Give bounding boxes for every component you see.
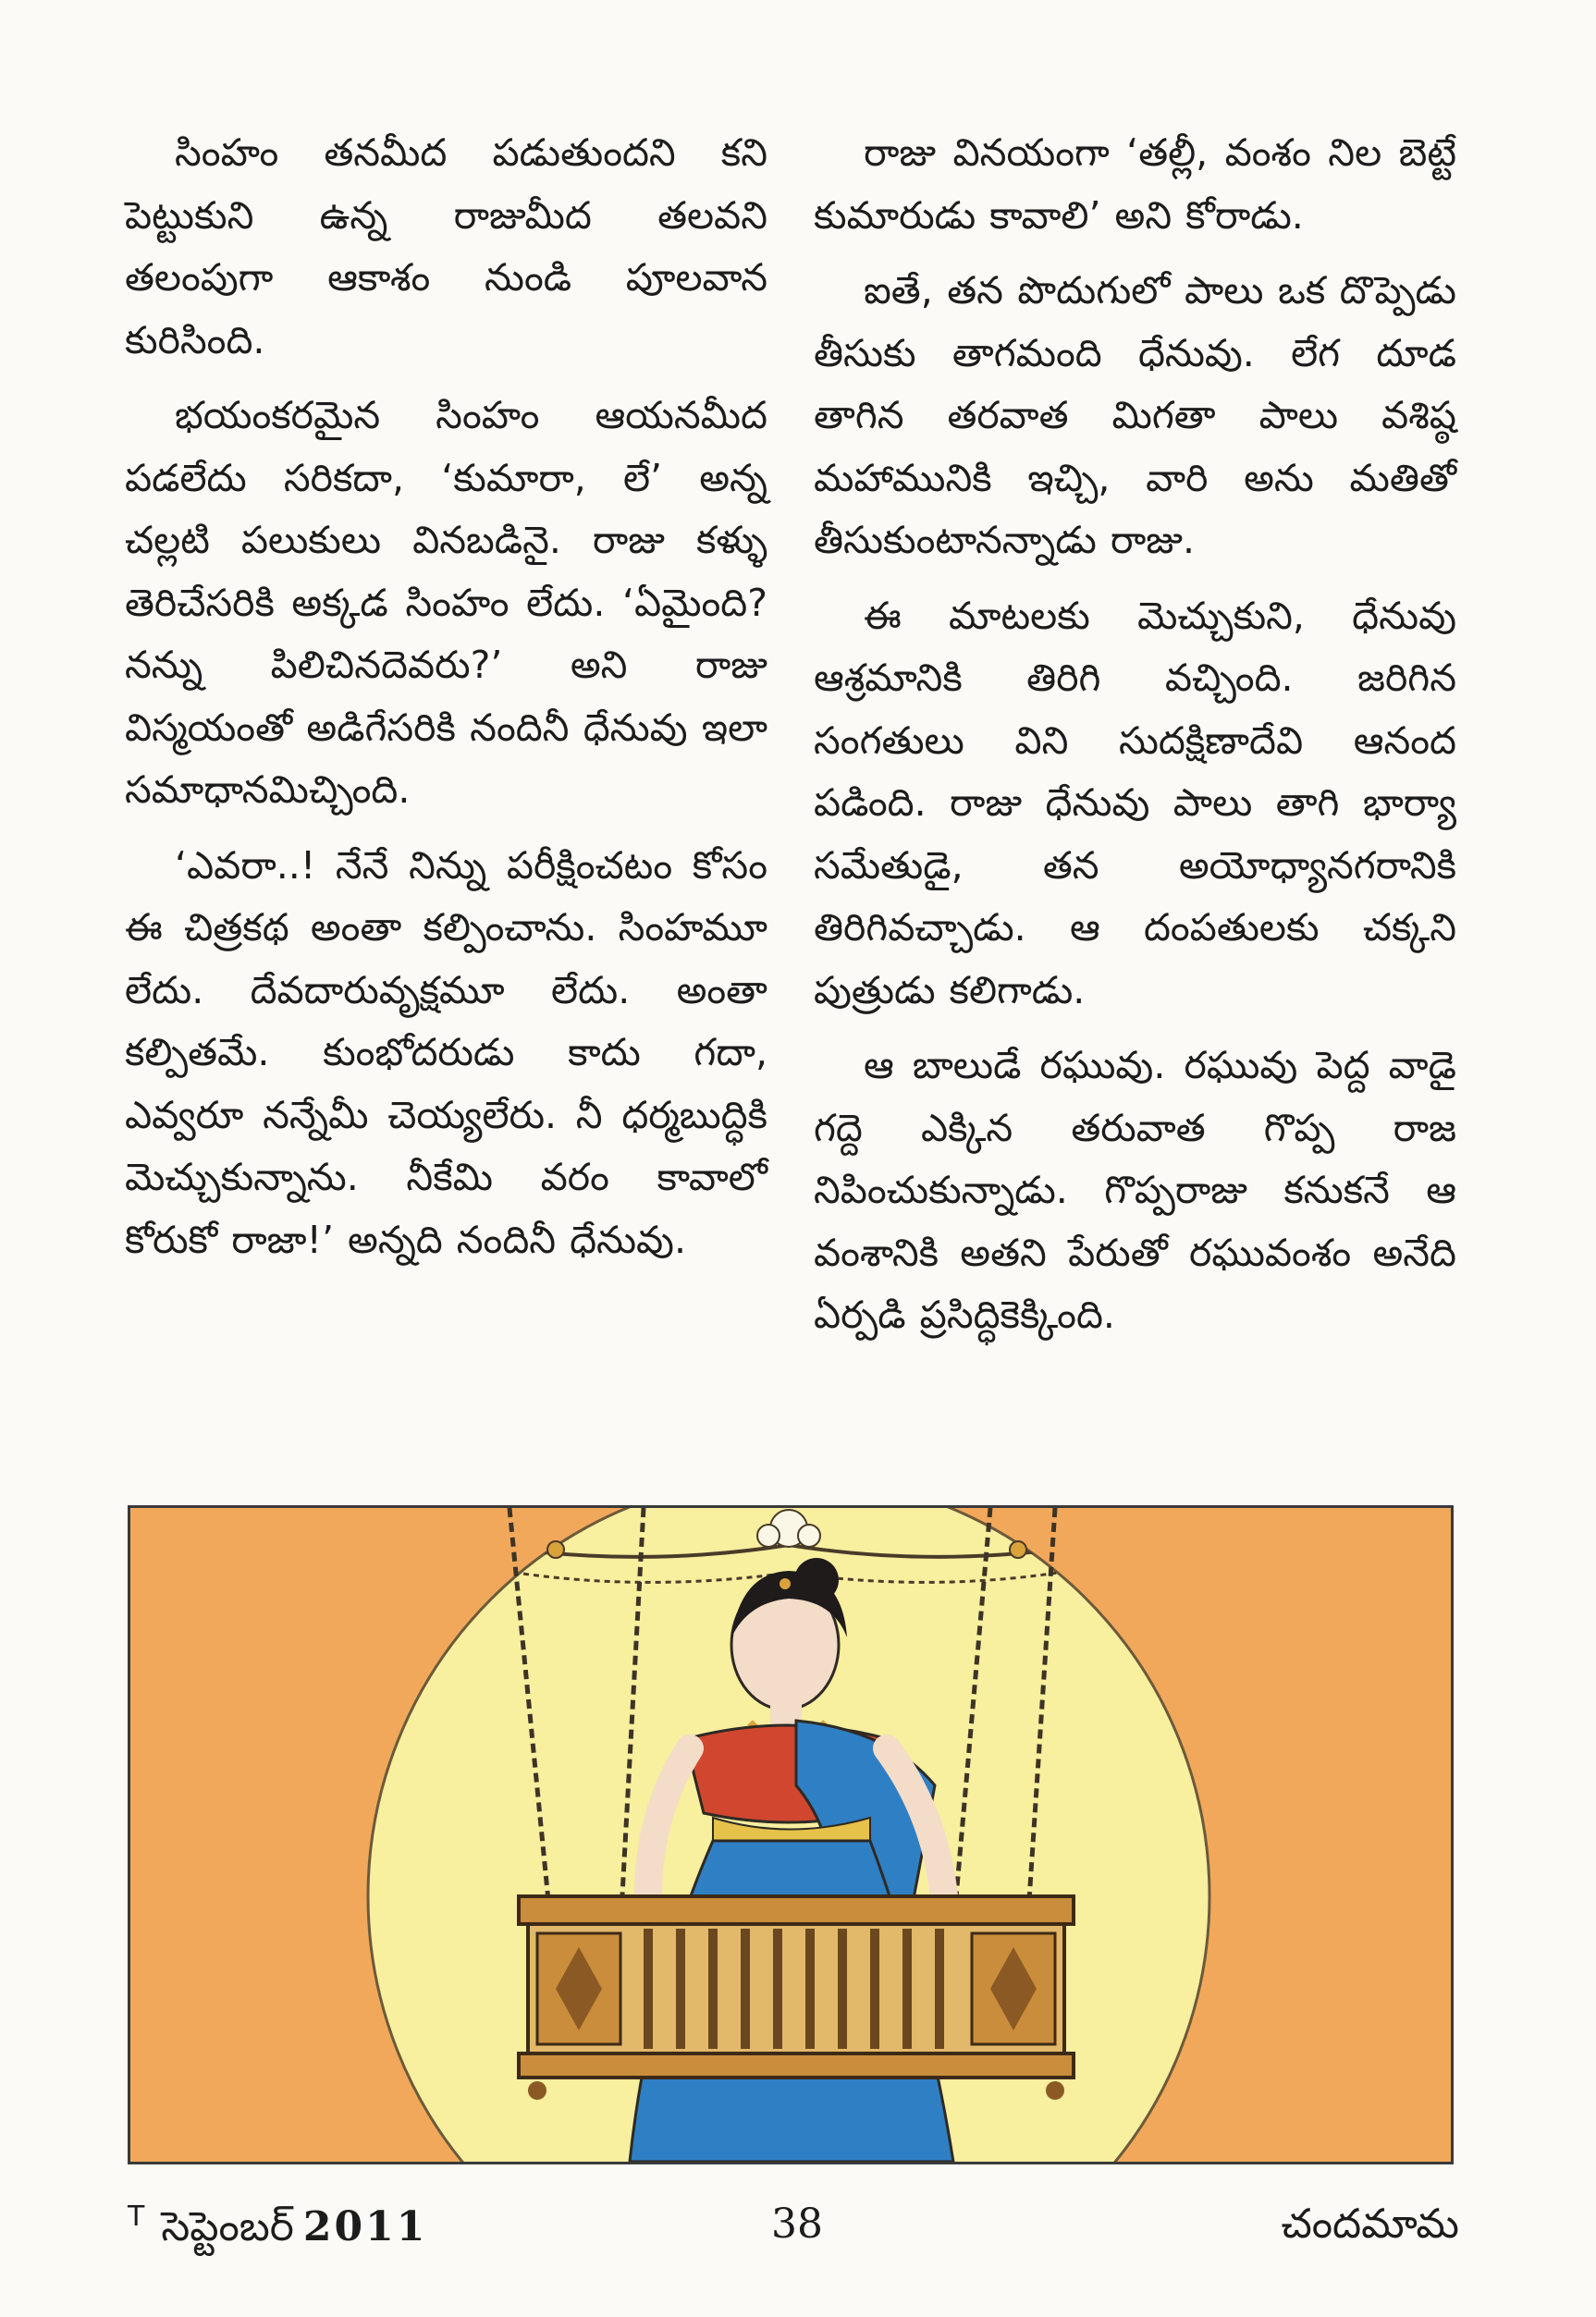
page-footer xyxy=(0,2201,1596,2274)
paragraph: సింహం తనమీద పడుతుందని కని పెట్టుకుని ఉన్న రాజుమీద తలవని తలంపుగా ఆకాశం నుండి పూలవాన కురిసింది. xyxy=(125,130,767,362)
paragraph: భయంకరమైన సింహం ఆయనమీద పడలేదు సరికదా, ‘కుమారా, లే’ అన్న చల్లటి పలుకులు వినబడినై. రాజు కళ్ళు తెరిచేసరికి అక్కడ సింహం లేదు. ‘ఏమైంది? నన్ను పిలిచినదెవరు?’ అని రాజు విస్మయంతో అడిగేసరికి నందినీ ధేనువు ఇలా సమాధానమిచ్చింది. xyxy=(125,393,767,812)
paragraph: రాజు వినయంగా ‘తల్లీ, వంశం నిల బెట్టే కుమారుడు కావాలి’ అని కోరాడు. xyxy=(814,130,1456,238)
paragraph: ఆ బాలుడే రఘువు. రఘువు పెద్ద వాడై గద్దె ఎక్కిన తరువాత గొప్ప రాజ నిపించుకున్నాడు. గొప్పరాజు కనుకనే ఆ వంశానికి అతని పేరుతో రఘువంశం అనేది ఏర్పడి ప్రసిద్ధికెక్కింది. xyxy=(814,1043,1456,1337)
page-number: 38 xyxy=(771,2201,823,2248)
footer-marker: T xyxy=(128,2201,145,2233)
right-text-column xyxy=(814,122,1456,1360)
story-illustration xyxy=(128,1505,1454,2164)
cradle-scene-image xyxy=(130,1508,1451,2162)
paragraph: ఐతే, తన పొదుగులో పాలు ఒక దొప్పెడు తీసుకు తాగమంది ధేనువు. లేగ దూడ తాగిన తరవాత మిగతా పాలు వశిష్ఠ మహామునికి ఇచ్చి, వారి అను మతితో తీసుకుంటానన్నాడు రాజు. xyxy=(814,268,1456,562)
paragraph: ‘ఎవరా..! నేనే నిన్ను పరీక్షించటం కోసం ఈ చిత్రకథ అంతా కల్పించాను. సింహమూ లేదు. దేవదారువృక్షమూ లేదు. అంతా కల్పితమే. కుంభోదరుడు కాదు గదా, ఎవ్వరూ నన్నేమీ చెయ్యలేరు. నీ ధర్మబుద్ధికి మెచ్చుకున్నాను. నీకేమి వరం కావాలో కోరుకో రాజా!’ అన్నది నందినీ ధేనువు. xyxy=(125,842,767,1262)
issue-year: 2011 xyxy=(302,2203,428,2250)
paragraph: ఈ మాటలకు మెచ్చుకుని, ధేనువు ఆశ్రమానికి తిరిగి వచ్చింది. జరిగిన సంగతులు విని సుదక్షిణాదేవి ఆనంద పడింది. రాజు ధేనువు పాలు తాగి భార్యా సమేతుడై, తన అయోధ్యానగరానికి తిరిగివచ్చాడు. ఆ దంపతులకు చక్కని పుత్రుడు కలిగాడు. xyxy=(814,593,1456,1012)
issue-month: సెప్టెంబర్ xyxy=(161,2203,294,2250)
issue-date xyxy=(128,2201,427,2261)
left-text-column xyxy=(125,122,767,1284)
magazine-name: చందమామ xyxy=(1281,2201,1459,2248)
